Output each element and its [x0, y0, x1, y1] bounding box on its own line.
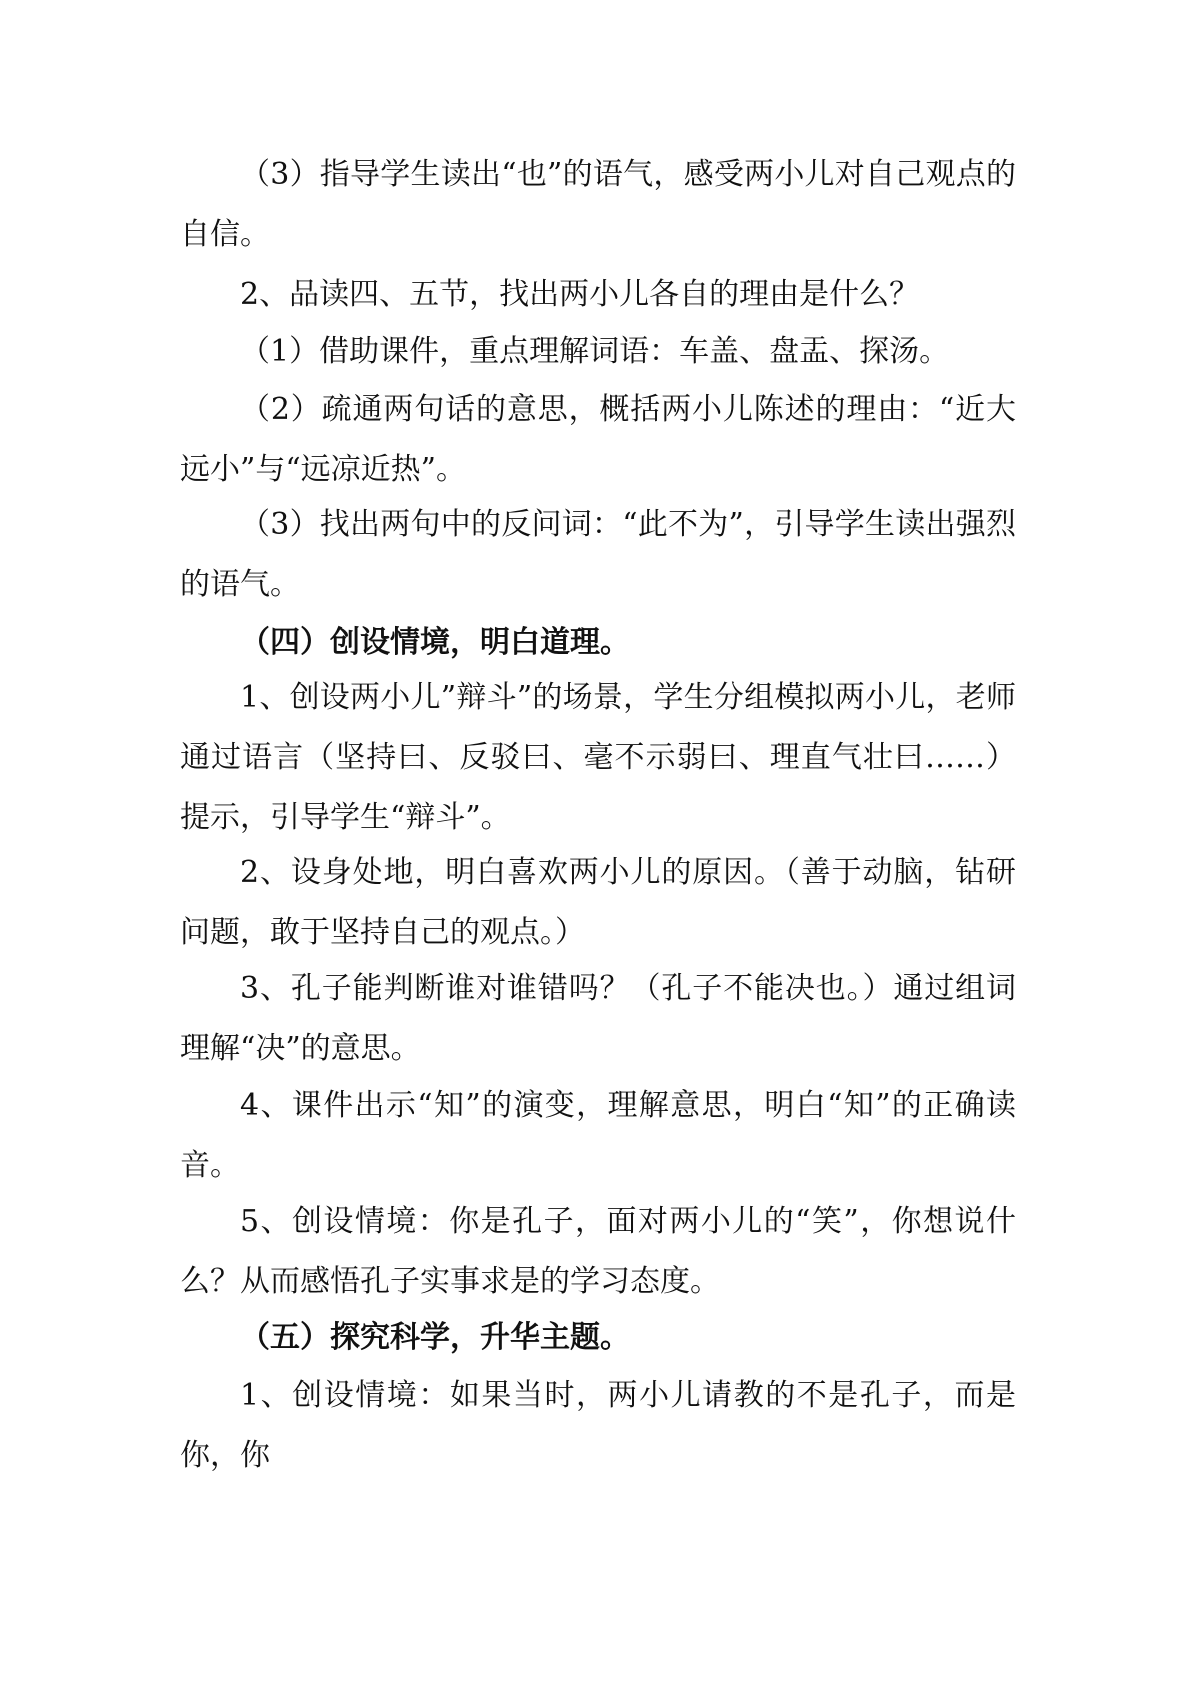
- section-heading-five: （五）探究科学，升华主题。: [240, 1320, 630, 1355]
- paragraph-you-are-confucius: 5、创设情境：你是孔子，面对两小儿的“笑”，你想说什么？从而感悟孔子实事求是的学习态度。: [180, 1204, 1016, 1299]
- paragraph-summarize-reasons: （2）疏通两句话的意思，概括两小儿陈述的理由：“近大远小”与“远凉近热”。: [180, 392, 1016, 487]
- paragraph-rhetorical-question: （3）找出两句中的反问词：“此不为”，引导学生读出强烈的语气。: [180, 507, 1016, 602]
- paragraph-debate-scene: 1、创设两小儿”辩斗”的场景，学生分组模拟两小儿，老师通过语言（坚持曰、反驳曰、毫不示弱曰、理直气壮曰……）提示，引导学生“辩斗”。: [180, 680, 1016, 835]
- paragraph-confucius-judge: 3、孔子能判断谁对谁错吗？（孔子不能决也。）通过组词理解“决”的意思。: [180, 971, 1016, 1066]
- paragraph-vocabulary: （1）借助课件，重点理解词语：车盖、盘盂、探汤。: [240, 334, 950, 369]
- paragraph-scenario: 1、创设情境：如果当时，两小儿请教的不是孔子，而是你，你: [180, 1378, 1016, 1473]
- paragraph-zhi-evolution: 4、课件出示“知”的演变，理解意思，明白“知”的正确读音。: [180, 1088, 1016, 1183]
- paragraph-read-sections: 2、品读四、五节，找出两小儿各自的理由是什么？: [240, 277, 920, 312]
- section-heading-four: （四）创设情境，明白道理。: [240, 625, 630, 660]
- paragraph-guide-tone: （3）指导学生读出“也”的语气，感受两小儿对自己观点的自信。: [180, 157, 1016, 252]
- paragraph-empathy: 2、设身处地，明白喜欢两小儿的原因。（善于动脑，钻研问题，敢于坚持自己的观点。）: [180, 855, 1016, 950]
